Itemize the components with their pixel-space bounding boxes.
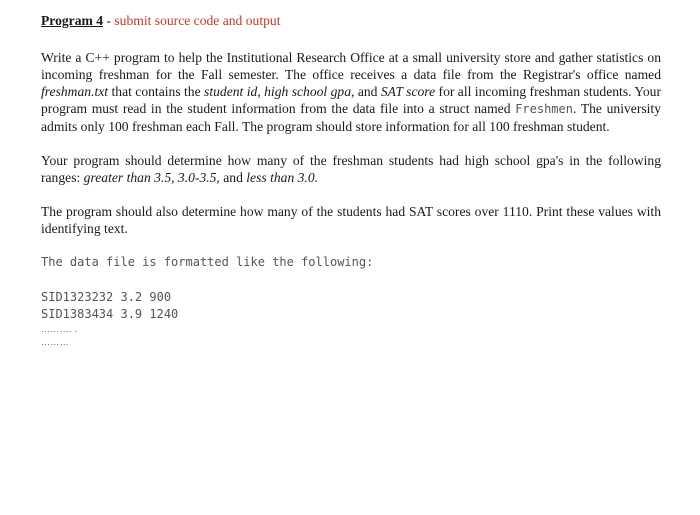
p1-field-sat: SAT score xyxy=(380,84,436,99)
p1-filename: freshman.txt xyxy=(41,84,109,99)
p1-text-5: for all incoming freshman students. Your program must read in the student information from the data file into a struct named xyxy=(41,84,661,116)
p1-field-gpa: high school gpa, xyxy=(264,84,355,99)
p2-text-1: Your program should determine how many of the freshman students had high school gpa's in the following ranges: xyxy=(41,153,661,185)
p2-text-2: and xyxy=(219,170,247,185)
p1-text-6: . The university admits only 100 freshman each Fall. The program should store information for all 100 freshman student. xyxy=(41,101,662,134)
paragraph-description xyxy=(41,49,661,135)
p3-text: The program should also determine how many of the students had SAT scores over 1110. Print these values with identifying text. xyxy=(41,204,661,236)
program-title: Program 4 xyxy=(41,13,104,28)
submission-note: submit source code and output xyxy=(114,13,281,28)
paragraph-sat xyxy=(41,203,661,237)
p1-text-2: that contains the xyxy=(108,84,205,99)
p1-text-1: Write a C++ program to help the Institutional Research Office at a small university store and gather statistics on incoming freshman for the Fall semester. The office receives a data file from the Registrar's office named xyxy=(41,50,661,82)
data-line: SID1323232 3.2 900 xyxy=(41,290,172,304)
p1-text-3: , xyxy=(257,84,265,99)
p2-ranges-1: greater than 3.5, 3.0-3.5, xyxy=(83,170,220,185)
data-ellipsis: ……… xyxy=(41,337,69,347)
heading-separator: - xyxy=(103,13,115,28)
data-file-intro-text: The data file is formatted like the following: xyxy=(41,255,374,269)
p2-ranges-2: less than 3.0. xyxy=(246,170,319,185)
p1-struct-name: Freshmen xyxy=(515,102,573,116)
paragraph-gpa-ranges xyxy=(41,152,661,186)
data-line: SID1383434 3.9 1240 xyxy=(41,307,179,321)
p1-text-4: and xyxy=(354,84,381,99)
assignment-document xyxy=(41,12,661,349)
program-heading xyxy=(41,12,661,29)
data-file-sample xyxy=(41,289,661,323)
data-ellipsis: ………. . xyxy=(41,324,78,334)
data-file-intro xyxy=(41,254,661,271)
p1-field-student-id: student id xyxy=(204,84,258,99)
